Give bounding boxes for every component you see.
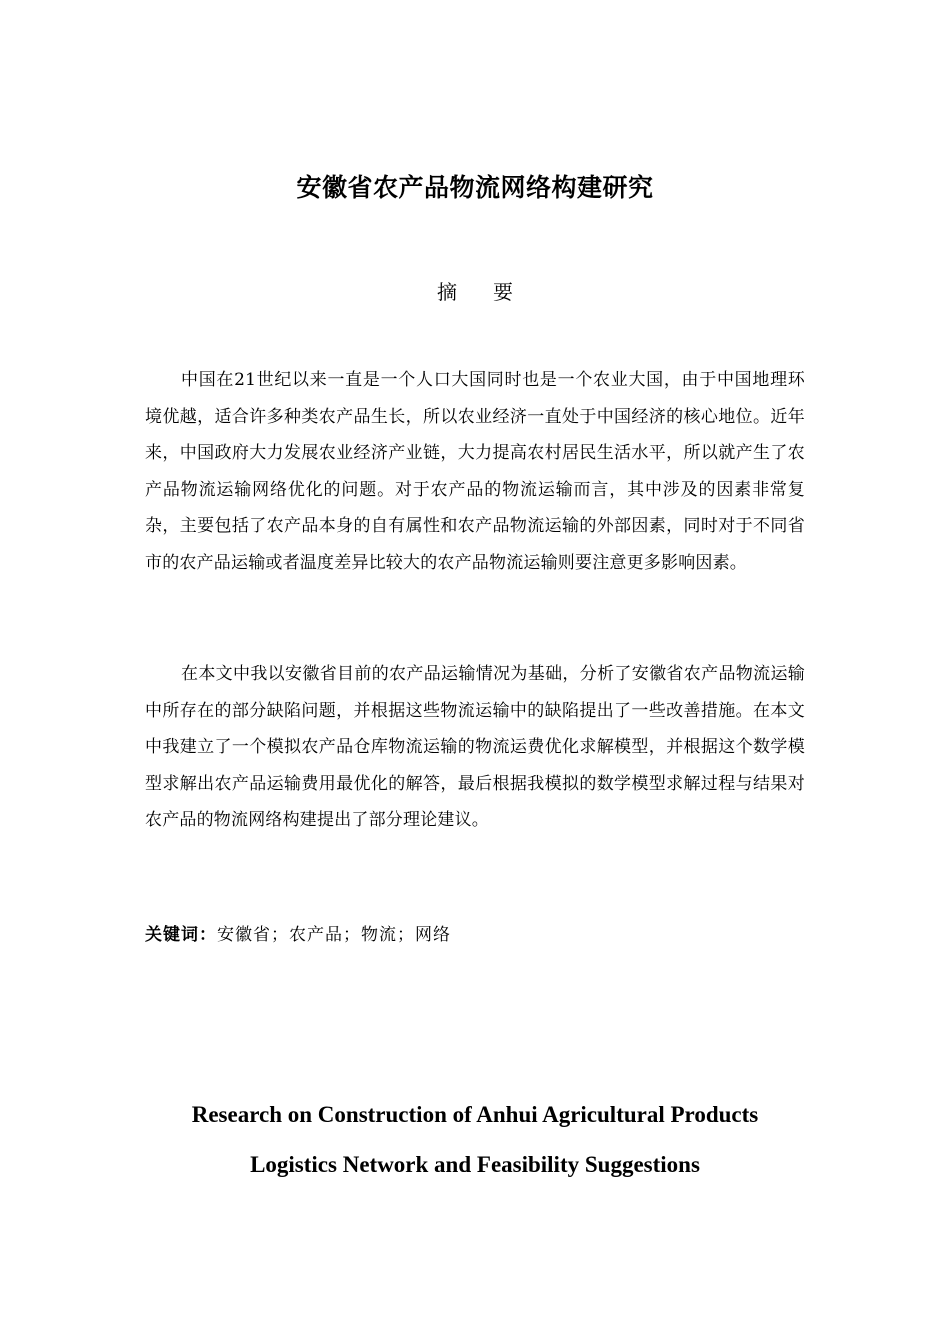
abstract-heading: 摘要 bbox=[437, 280, 549, 304]
english-title-line-1: Research on Construction of Anhui Agricultural Products bbox=[191, 1102, 759, 1127]
keywords-label: 关键词： bbox=[145, 925, 217, 945]
abstract-paragraph-1: 中国在21世纪以来一直是一个人口大国同时也是一个农业大国，由于中国地理环境优越，适合许多种类农产品生长，所以农业经济一直处于中国经济的核心地位。近年来，中国政府大力发展农业经济产业链，大力提高农村居民生活水平，所以就产生了农产品物流运输网络优化的问题。对于农产品的物流运输而言，其中涉及的因素非常复杂，主要包括了农产品本身的自有属性和农产品物流运输的外部因素，同时对于不同省市的农产品运输或者温度差异比较大的农产品物流运输则要注意更多影响因素。 bbox=[145, 370, 805, 573]
keywords-line bbox=[145, 920, 805, 950]
chinese-title: 安徽省农产品物流网络构建研究 bbox=[296, 173, 654, 202]
abstract-paragraph-2: 在本文中我以安徽省目前的农产品运输情况为基础，分析了安徽省农产品物流运输中所存在的部分缺陷问题，并根据这些物流运输中的缺陷提出了一些改善措施。在本文中我建立了一个模拟农产品仓库物流运输的物流运费优化求解模型，并根据这个数学模型求解出农产品运输费用最优化的解答，最后根据我模拟的数学模型求解过程与结果对农产品的物流网络构建提出了部分理论建议。 bbox=[145, 664, 805, 830]
english-title bbox=[100, 1090, 850, 1190]
keywords-value: 安徽省；农产品；物流；网络 bbox=[217, 925, 451, 945]
english-title-line-2: Logistics Network and Feasibility Suggestions bbox=[250, 1152, 700, 1177]
